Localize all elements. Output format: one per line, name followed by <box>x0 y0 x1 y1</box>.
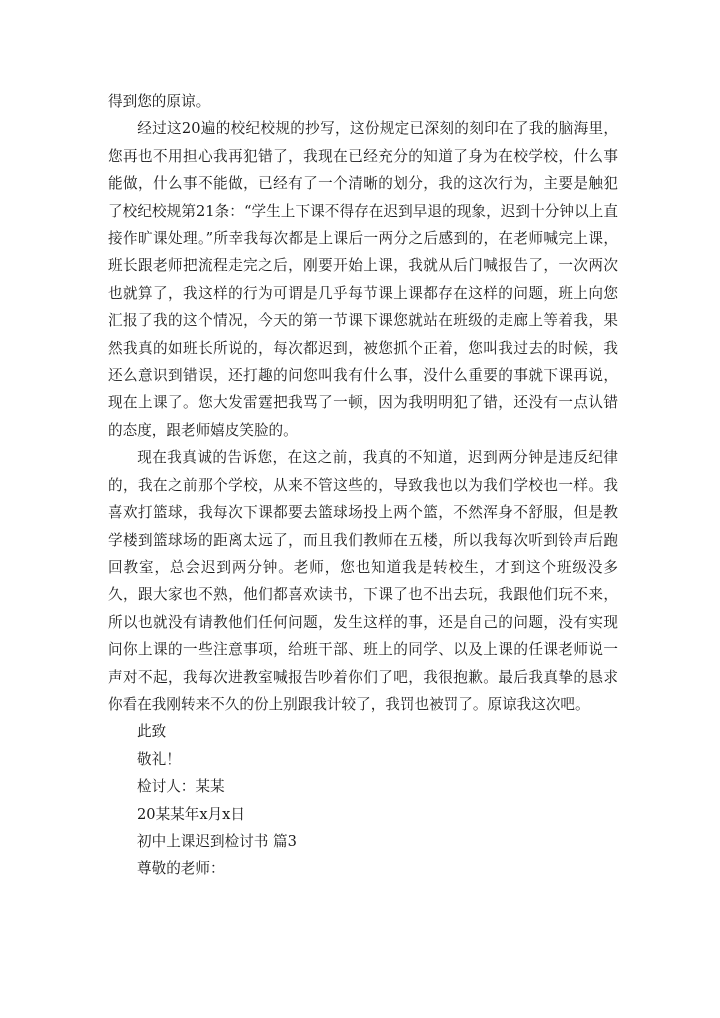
date-line: 20某某年x月x日 <box>137 805 245 823</box>
paragraph-copying-rules: 经过这20遍的校纪校规的抄写，这份规定已深刻的刻印在了我的脑海里，您再也不用担心我再犯错了，我现在已经充分的知道了身为在校学校，什么事能做，什么事不能做，已经有了一个清晰的划分，我的这次行为，主要是触犯了校纪校规第21条：“学生上下课不得存在迟到早退的现象，迟到十分钟以上直接作旷课处理。”所幸我每次都是上课后一两分之后感到的，在老师喊完上课，班长跟老师把流程走完之后，刚要开始上课，我就从后门喊报告了，一次两次也就算了，我这样的行为可谓是几乎每节课上课都存在这样的问题，班上向您汇报了我的这个情况，今天的第一节课下课您就站在班级的走廊上等着我，果然我真的如班长所说的，每次都迟到，被您抓个正着，您叫我过去的时候，我还么意识到错误，还打趣的问您叫我有什么事，没什么重要的事就下课再说，现在上课了。您大发雷霆把我骂了一顿，因为我明明犯了错，还没有一点认错的态度，跟老师嬉皮笑脸的。 <box>108 120 618 439</box>
closing-line: 此致 <box>137 723 167 741</box>
paragraph-continued: 得到您的原谅。 <box>108 93 211 110</box>
next-section-title: 初中上课迟到检讨书 篇3 <box>137 832 297 850</box>
paragraph-explanation: 现在我真诚的告诉您，在这之前，我真的不知道，迟到两分钟是违反纪律的，我在之前那个学校，从来不管这些的，导致我也以为我们学校也一样。我喜欢打篮球，我每次下课都要去篮球场投上两个篮，不然浑身不舒服，但是教学楼到篮球场的距离太远了，而且我们教师在五楼，所以我每次听到铃声后跑回教室，总会迟到两分钟。老师，您也知道我是转校生，才到这个班级没多久，跟大家也不熟，他们都喜欢读书，下课了也不出去玩，我跟他们玩不来，所以也就没有请教他们任何问题，发生这样的事，还是自己的问题，没有实现问你上课的一些注意事项，给班干部、班上的同学、以及上课的任课老师说一声对不起，我每次进教室喊报告吵着你们了吧，我很抱歉。最后我真挚的恳求你看在我刚转来不久的份上别跟我计较了，我罚也被罚了。原谅我这次吧。 <box>108 449 618 713</box>
salute-line: 敬礼！ <box>137 750 181 768</box>
signer-line: 检讨人：某某 <box>137 778 225 796</box>
document-body <box>108 88 618 883</box>
next-greeting: 尊敬的老师： <box>137 860 225 878</box>
